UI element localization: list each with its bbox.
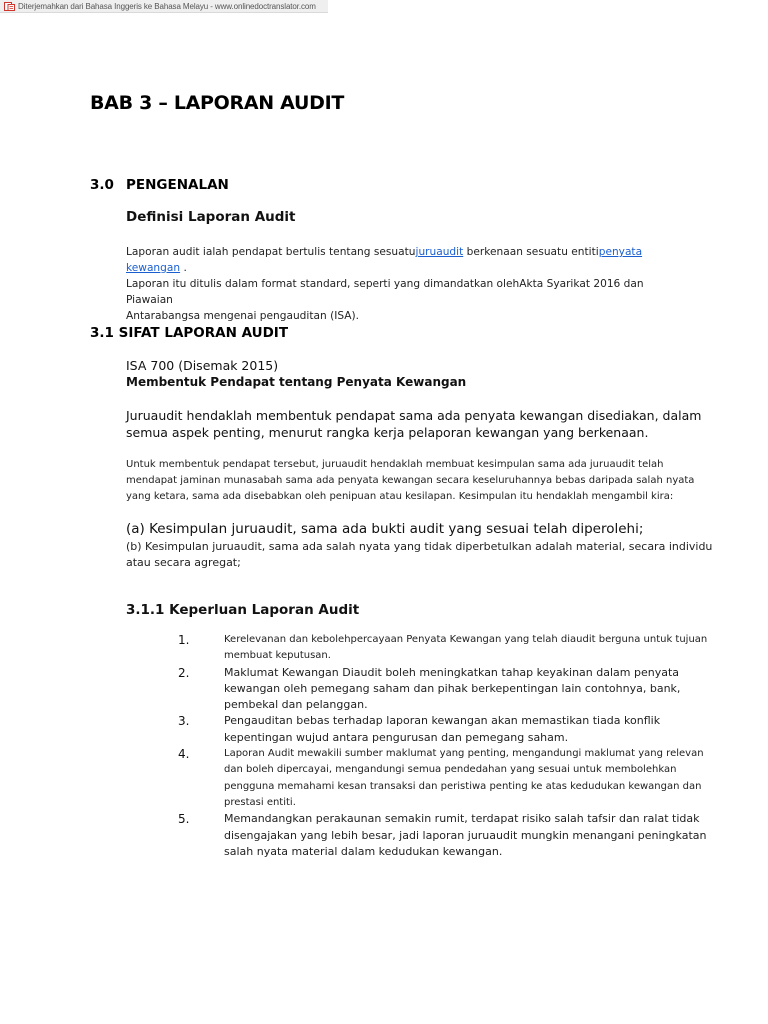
translator-logo-icon <box>4 2 15 11</box>
section-number: 3.0 <box>90 177 114 193</box>
list-item-text: Pengauditan bebas terhadap laporan kewangan akan memastikan tiada konflik kepentingan wujud antara pengurusan dan pemegang saham. <box>224 714 661 744</box>
auditor-opinion-paragraph: Juruaudit hendaklah membentuk pendapat sama ada penyata kewangan disediakan, dalam semua aspek penting, menurut rangka kerja pelaporan kewangan yang berkenaan. <box>126 408 702 440</box>
list-item-number: 1. <box>178 633 190 647</box>
conclusion-item-b: (b) Kesimpulan juruaudit, sama ada salah nyata yang tidak diperbetulkan adalah material, secara individu atau secara agregat; <box>126 540 713 569</box>
list-item <box>178 665 718 714</box>
intro-text-2: berkenaan sesuatu entiti <box>463 246 599 258</box>
list-item <box>178 632 718 665</box>
list-item-number: 5. <box>178 812 190 827</box>
conclusion-item-a: (a) Kesimpulan juruaudit, sama ada bukti audit yang sesuai telah diperolehi; <box>126 521 644 537</box>
list-item <box>178 713 718 746</box>
section-3-1-title: 3.1 SIFAT LAPORAN AUDIT <box>90 325 289 341</box>
list-item <box>178 746 718 811</box>
intro-line-2: Laporan itu ditulis dalam format standard, seperti yang dimandatkan olehAkta Syarikat 2016 dan Piawaian <box>126 278 644 306</box>
list-item-text: Laporan Audit mewakili sumber maklumat yang penting, mengandungi maklumat yang relevan dan boleh dipercayai, mengandungi semua pendedahan yang sesuai untuk membolehkan pengguna memahami kesan transaksi dan peristiwa penting ke atas kedudukan kewangan dan prestasi entiti. <box>224 748 704 808</box>
list-item <box>178 811 718 860</box>
section-3-1-1-title: 3.1.1 Keperluan Laporan Audit <box>126 602 360 618</box>
isa-heading: Membentuk Pendapat tentang Penyata Kewangan <box>126 375 467 389</box>
list-item-number: 4. <box>178 747 190 762</box>
link-juruaudit[interactable]: juruaudit <box>415 246 464 258</box>
list-item-number: 2. <box>178 665 190 680</box>
list-item-text: Memandangkan perakaunan semakin rumit, terdapat risiko salah tafsir dan ralat tidak disengajakan yang lebih besar, jadi laporan juruaudit mungkin menangani peningkatan salah nyata material dalam kedudukan kewangan. <box>224 812 707 858</box>
list-item-text: Kerelevanan dan kebolehpercayaan Penyata Kewangan yang telah diaudit berguna untuk tujuan membuat keputusan. <box>224 634 708 662</box>
intro-line-3: Antarabangsa mengenai pengauditan (ISA). <box>126 310 360 322</box>
isa-reference: ISA 700 (Disemak 2015) <box>126 358 279 373</box>
intro-text-1: Laporan audit ialah pendapat bertulis tentang sesuatu <box>126 246 416 258</box>
intro-line-1 <box>126 244 686 276</box>
intro-text-3: . <box>180 262 187 274</box>
chapter-title: BAB 3 – LAPORAN AUDIT <box>90 92 345 114</box>
conclusion-paragraph: Untuk membentuk pendapat tersebut, juruaudit hendaklah membuat kesimpulan sama ada juruaudit telah mendapat jaminan munasabah sama ada penyata kewangan secara keseluruhannya bebas daripada salah nyata yang ketara, sama ada disebabkan oleh penipuan atau kesilapan. Kesimpulan itu hendaklah mengambil kira: <box>126 459 695 502</box>
list-item-text: Maklumat Kewangan Diaudit boleh meningkatkan tahap keyakinan dalam penyata kewangan oleh pemegang saham dan pihak berkepentingan lain contohnya, bank, pembekal dan pelanggan. <box>224 665 681 712</box>
translator-banner[interactable] <box>0 0 328 13</box>
section-title: PENGENALAN <box>126 177 229 193</box>
subheading-definition: Definisi Laporan Audit <box>126 209 296 225</box>
list-item-number: 3. <box>178 714 190 729</box>
requirements-list <box>178 632 718 860</box>
translator-banner-text[interactable]: Diterjemahkan dari Bahasa Inggeris ke Bahasa Melayu - www.onlinedoctranslator.com <box>18 1 316 11</box>
link-penyata-kewangan[interactable]: penyata kewangan <box>126 246 643 274</box>
intro-paragraph <box>126 244 686 324</box>
